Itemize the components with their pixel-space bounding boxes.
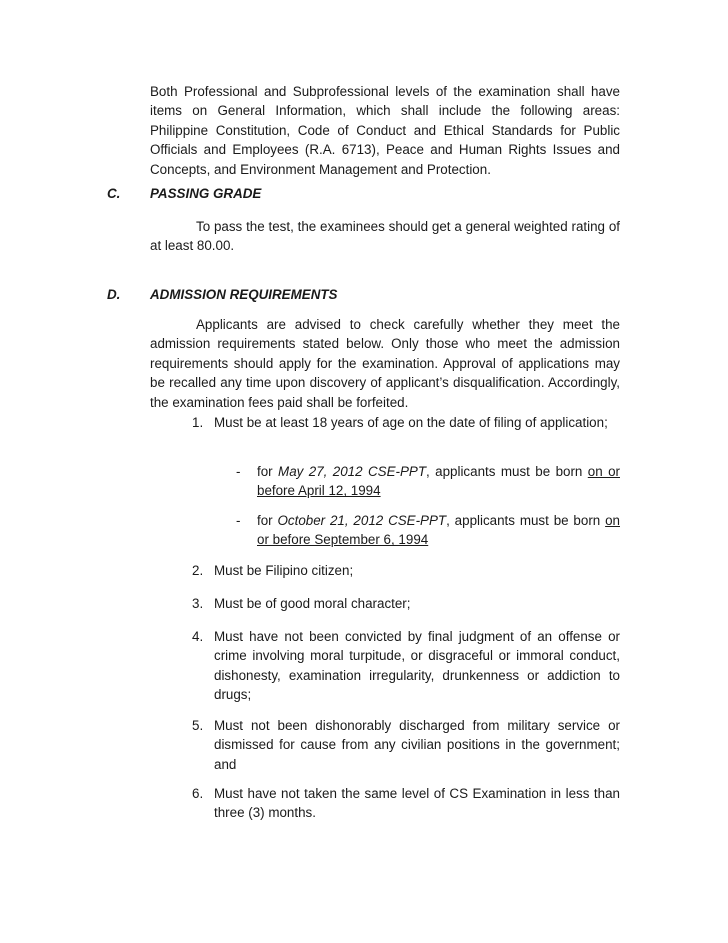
passing-grade-paragraph (150, 217, 620, 256)
requirement-number: 3. (192, 596, 204, 611)
sub-item-text (257, 462, 620, 501)
requirement-item (192, 413, 620, 432)
requirement-text: Must have not been convicted by final judgment of an offense or crime involving moral turpitude, or disgraceful or immoral conduct, dishonesty, examination irregularity, drunkenness or addiction to drugs; (214, 629, 620, 703)
requirement-text: Must be of good moral character; (214, 596, 411, 611)
requirement-number: 2. (192, 563, 204, 578)
section-c-label: C. (107, 186, 121, 201)
section-d-title: ADMISSION REQUIREMENTS (150, 287, 338, 302)
requirement-number: 1. (192, 415, 204, 430)
requirement-number: 5. (192, 718, 204, 733)
sub-item-prefix: for (257, 464, 279, 479)
requirement-item (192, 561, 620, 580)
requirement-number: 4. (192, 629, 204, 644)
admission-paragraph (150, 315, 620, 412)
section-d-label: D. (107, 287, 121, 302)
intro-paragraph: Both Professional and Subprofessional levels of the examination shall have items on General Information, which shall include the following areas: Philippine Constitution, Code of Conduct and Ethical Standards for Public Officials and Employees (R.A. 6713), Peace and Human Rights Issues and Concepts, and Environment Management and Protection. (150, 84, 620, 177)
sub-item-middle: , applicants must be born (426, 464, 588, 479)
requirement-text: Must not been dishonorably discharged from military service or dismissed for cause from any civilian positions in the government; and (214, 718, 620, 772)
exam-name: October 21, 2012 CSE-PPT (277, 513, 447, 528)
admission-text: Applicants are advised to check carefully whether they meet the admission requirements stated below. Only those who meet the admission requirements should apply for the examination. Approval of applications may be recalled any time upon discovery of applicant’s disqualification. Accordingly, the examination fees paid shall be forfeited. (150, 317, 620, 410)
requirement-item (192, 594, 620, 613)
section-c-title: PASSING GRADE (150, 186, 262, 201)
passing-grade-text: To pass the test, the examinees should get a general weighted rating of at least 80.00. (150, 219, 620, 254)
requirement-text: Must be at least 18 years of age on the date of filing of application; (214, 415, 608, 430)
age-sub-item (236, 511, 620, 550)
birth-deadline: on or before September 6, 1994 (257, 513, 620, 548)
sub-item-dash: - (236, 513, 241, 528)
requirement-text: Must have not taken the same level of CS Examination in less than three (3) months. (214, 786, 620, 821)
requirement-item (192, 627, 620, 705)
requirement-text: Must be Filipino citizen; (214, 563, 354, 578)
requirement-item (192, 716, 620, 774)
sub-item-middle: , applicants must be born (446, 513, 606, 528)
sub-item-text (257, 511, 620, 550)
requirement-item (192, 784, 620, 823)
requirement-number: 6. (192, 786, 204, 801)
birth-deadline: on or before April 12, 1994 (257, 464, 620, 499)
sub-item-prefix: for (257, 513, 278, 528)
exam-name: May 27, 2012 CSE-PPT (278, 464, 427, 479)
sub-item-dash: - (236, 464, 241, 479)
age-sub-item (236, 462, 620, 501)
